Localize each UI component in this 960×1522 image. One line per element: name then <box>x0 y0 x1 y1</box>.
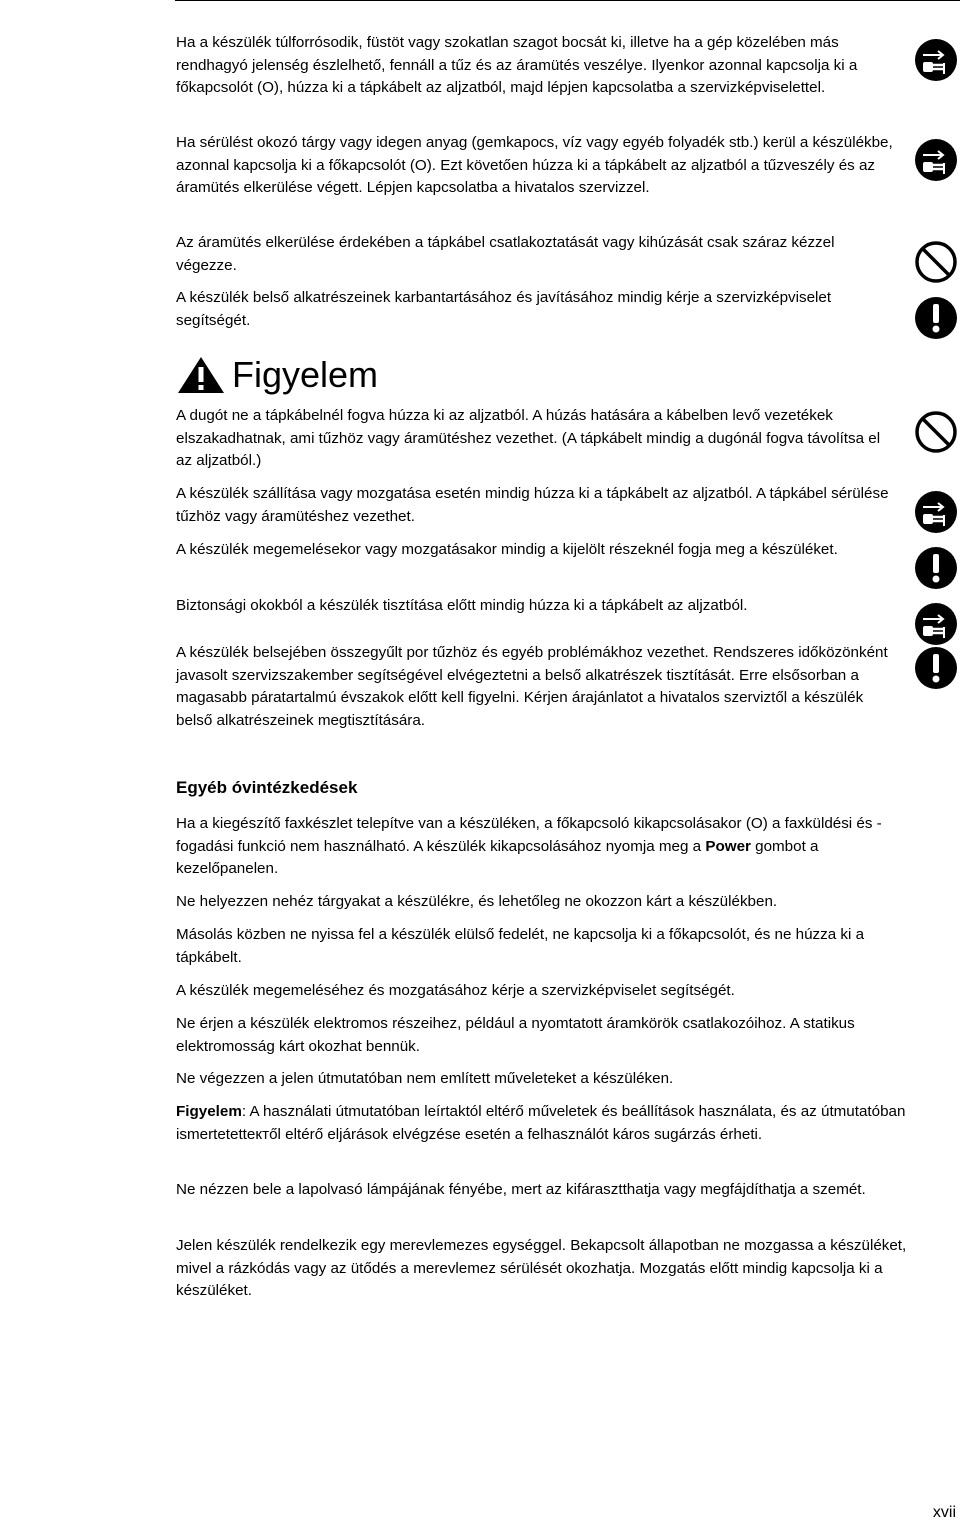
caution-heading-text: Figyelem <box>232 354 379 395</box>
exclamation-icon <box>914 546 958 590</box>
other-paragraph-scanner-lamp: Ne nézzen bele a lapolvasó lámpájának fényébe, mert az kifárasztthatja vagy megfájdíthatja a szemét. <box>176 1181 866 1198</box>
prohibited-icon <box>914 410 958 454</box>
radiation-text: : A használati útmutatóban leírtaktól eltérő műveletek és beállítások használata, és az útmutatóban ismertetetteктől eltérő eljárások elvégzése esetén a felhasználót káros sugárzás érheti. <box>176 1103 906 1143</box>
prohibited-icon <box>914 240 958 284</box>
other-paragraph-heavy-objects: Ne helyezzen nehéz tárgyakat a készülékre, és lehetőleg ne okozzon kárt a készülékben. <box>176 893 778 910</box>
other-paragraph-radiation <box>176 1101 916 1146</box>
warning-paragraph-foreign-object: Ha sérülést okozó tárgy vagy idegen anyag (gemkapocs, víz vagy egyéb folyadék stb.) kerül a készülékbe, azonnal kapcsolja ki a főkapcsolót (O). Ezt követően húzza ki a tápkábelt az aljzatból a tűzveszély és az áramütés elkerülése végett. Lépjen kapcsolatba a hivatalos szervizzel. <box>176 134 893 196</box>
caution-paragraph-cleaning: Biztonsági okokból a készülék tisztítása előtt mindig húzza ki a tápkábelt az aljzatból. <box>176 597 748 614</box>
other-paragraph-fax-text-end: gombot a kezelőpanelen. <box>176 837 819 877</box>
page-number: xvii <box>932 1504 956 1521</box>
other-paragraph-hard-disk: Jelen készülék rendelkezik egy merevlemezes egységgel. Bekapcsolt állapotban ne mozgassa a készüléket, mivel a rázkódás vagy az ütődés a merevlemez sérülését okozhatja. Mozgatás előtt mindig kapcsolja ki a készüléket. <box>176 1237 907 1299</box>
unplug-icon <box>914 490 958 534</box>
exclamation-icon <box>914 646 958 690</box>
other-precautions-heading: Egyéb óvintézkedések <box>176 778 358 797</box>
exclamation-icon <box>914 296 958 340</box>
other-paragraph-operations: Ne végezzen a jelen útmutatóban nem említett műveleteket a készüléken. <box>176 1070 674 1087</box>
warning-paragraph-service: A készülék belső alkatrészeinek karbantartásához és javításához mindig kérje a szervizképviselet segítségét. <box>176 289 832 329</box>
caution-heading <box>176 352 378 398</box>
other-paragraph-lifting: A készülék megemeléséhez és mozgatásához kérje a szervizképviselet segítségét. <box>176 982 735 999</box>
unplug-icon <box>914 138 958 182</box>
warning-paragraph-overheat: Ha a készülék túlforrósodik, füstöt vagy szokatlan szagot bocsát ki, illetve ha a gép közelében más rendhagyó jelenség észlelhető, fennáll a tűz és az áramütés veszélye. Ilyenkor azonnal kapcsolja ki a főkapcsolót (O), húzza ki a tápkábelt az aljzatból, majd lépjen kapcsolatba a szervizképviselettel. <box>176 34 858 96</box>
other-paragraph-fax <box>176 813 916 881</box>
unplug-icon <box>914 38 958 82</box>
other-paragraph-fax-text: Ha a kiegészítő faxkészlet telepítve van a készüléken, a főkapcsoló kikapcsolásakor (O) a faxküldési és -fogadási funkció nem használható. A készülék kikapcsolásához nyomja meg a <box>176 815 882 855</box>
caution-paragraph-lifting: A készülék megemelésekor vagy mozgatásakor mindig a kijelölt részeknél fogja meg a készüléket. <box>176 541 838 558</box>
other-paragraph-electrical: Ne érjen a készülék elektromos részeihez, például a nyomtatott áramkörök csatlakozóihoz. A statikus elektromosság kárt okozhat bennük. <box>176 1015 855 1055</box>
warning-triangle-icon <box>176 355 226 395</box>
other-paragraph-copying: Másolás közben ne nyissa fel a készülék elülső fedelét, ne kapcsolja ki a főkapcsolót, és ne húzza ki a tápkábelt. <box>176 926 865 966</box>
radiation-label: Figyelem <box>176 1103 242 1120</box>
caution-paragraph-plug: A dugót ne a tápkábelnél fogva húzza ki az aljzatból. A húzás hatására a kábelben levő vezetékek elszakadhatnak, ami tűzhöz vagy áramütéshez vezethet. (A tápkábelt mindig a dugónál fogva távolítsa el az aljzatból.) <box>176 407 881 469</box>
caution-paragraph-transport: A készülék szállítása vagy mozgatása esetén mindig húzza ki a tápkábelt az aljzatból. A tápkábel sérülése tűzhöz vagy áramütéshez vezethet. <box>176 485 889 525</box>
caution-paragraph-dust: A készülék belsejében összegyűlt por tűzhöz és egyéb problémákhoz vezethet. Rendszeres időközönként javasolt szervizszakember segítségével elvégeztetni a belső alkatrészek tisztítását. Erre elsősorban a magasabb páratartalmú évszakok előtt kell figyelni. Kérjen árajánlatot a hivatalos szerviztől a készülék belső alkatrészeinek megtisztítására. <box>176 644 888 729</box>
power-key-label: Power <box>705 837 751 855</box>
unplug-icon <box>914 602 958 646</box>
warning-paragraph-dry-hands: Az áramütés elkerülése érdekében a tápkábel csatlakoztatását vagy kihúzását csak száraz kézzel végezze. <box>176 234 835 274</box>
top-rule <box>175 0 960 1</box>
